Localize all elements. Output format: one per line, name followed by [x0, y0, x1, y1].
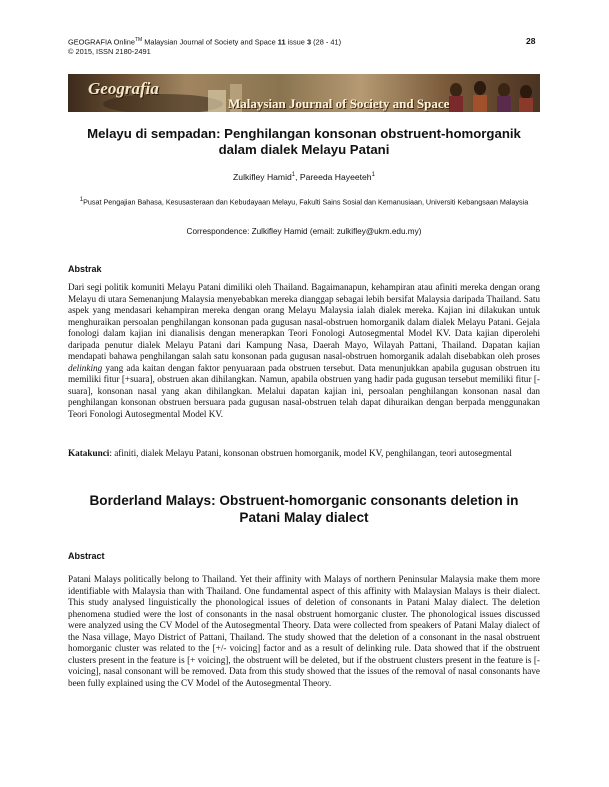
- correspondence: Correspondence: Zulkifley Hamid (email: zulkifley@ukm.edu.my): [186, 227, 422, 236]
- abstract-text: Patani Malays politically belong to Thailand. Yet their affinity with Malays of northern Peninsular Malaysia make them more identifiable with Malaysia than with Thailand. One fundamental aspect of this affinity with Malaysian Malays is their dialect. This study analysed linguistically the phonological issues of deletion of consonants in Patani Malay dialect. The deletion phenomena studied were the lost of consonants in the nasal obstruent homorganic cluster. The phonological issues discussed were analyzed using the CV Model of the Autosegmental Theory. Data were collected from speakers of Patani Malay dialect of the Nasa village, Mayo District of Pattani, Thailand. The study showed that the deletion of a consonant in the nasal obstruent homorganic cluster was related to the [+/- voicing] factor and as a result of delinking rule. Data showed that if the obstruent clusters present in the feature is [+ voicing], the obstruent will be deleted, but if the obstruent clusters present in the feature is [- voicing], nasal consonant will be removed. Data from this study showed that the issues of the removal of nasal consonants have been fully explained using the CV Model of the Autosegmental Theory.: [68, 574, 540, 688]
- journal-banner: [68, 74, 540, 112]
- banner-journal-name: Malaysian Journal of Society and Space: [228, 96, 450, 111]
- copyright-line: © 2015, ISSN 2180-2491: [68, 46, 151, 56]
- running-header: [68, 36, 341, 56]
- keywords: Katakunci: afiniti, dialek Melayu Patani, konsonan obstruen homorganik, model KV, penghilangan, teori autosegmental: [68, 448, 512, 458]
- abstrak-text: Dari segi politik komuniti Melayu Patani dimiliki oleh Thailand. Bagaimanapun, kehampiran atau afiniti mereka dengan orang Melayu di utara Semenanjung Malaysia menyebabkan mereka dianggap sebagai lebih bersifat Malaysia daripada Thailand. Satu aspek yang mendasari kehampiran mereka dengan orang Melayu Malaysia ialah dialek mereka. Kajian ini dilakukan untuk menghuraikan persoalan penghilangan konsonan pada gugusan nasal-obstruen homorganik dalam dialek Melayu Patani. Gejala fonologi dalam kajian ini dianalisis dengan menerapkan Teori Fonologi Autosegmental Model KV. Data kajian diperolehi daripada penutur dialek Melayu Patani dari Kampung Nasa, Daerah Mayo, Wilayah Pattani, Thailand. Dapatan kajian mendapati bahawa penghilangan salah satu konsonan pada gugusan nasal-obstruen homorganik adalah disebabkan oleh proses delinking yang ada kaitan dengan faktor penyuaraan pada obstruen tersebut. Data menunjukkan apabila gugusan obstruen itu memiliki fitur [+suara], obstruen akan dihilangkan. Namun, apabila obstruen yang hadir pada gugusan tersebut memiliki fitur [-suara], konsonan nasal yang akan dihilangkan. Melalui dapatan kajian ini, persoalan penghilangan konsonan nasal dan penghilangan konsonan obstruen bersuara pada gugusan nasal-obstruen telah dapat dihuraikan dengan berpada menggunakan Teori Fonologi Autosegmental Model KV.: [68, 282, 540, 419]
- journal-citation: GEOGRAFIA Online™ Malaysian Journal of Society and Space 11 issue 3 (28 - 41): [68, 37, 342, 47]
- malay-title: Melayu di sempadan: Penghilangan konsonan obstruent-homorganik dalam dialek Melayu Patani: [87, 126, 521, 157]
- affiliation: $^1$Pusat Pengajian Bahasa, Kesusasteraan dan Kebudayaan Melayu, Fakulti Sains Sosial dan Kemanusiaan, Universiti Kebangsaan Malaysia: [79, 197, 529, 207]
- author-list: Zulkifley Hamid$^1$, Pareeda Hayeeteh$^1$: [233, 172, 375, 182]
- abstract-heading: Abstract: [68, 551, 105, 561]
- english-title: Borderland Malays: Obstruent-homorganic consonants deletion in Patani Malay dialect: [89, 493, 519, 525]
- page-number: 28: [526, 36, 536, 46]
- banner-title: Geografia: [88, 79, 159, 98]
- abstrak-heading: Abstrak: [68, 264, 102, 274]
